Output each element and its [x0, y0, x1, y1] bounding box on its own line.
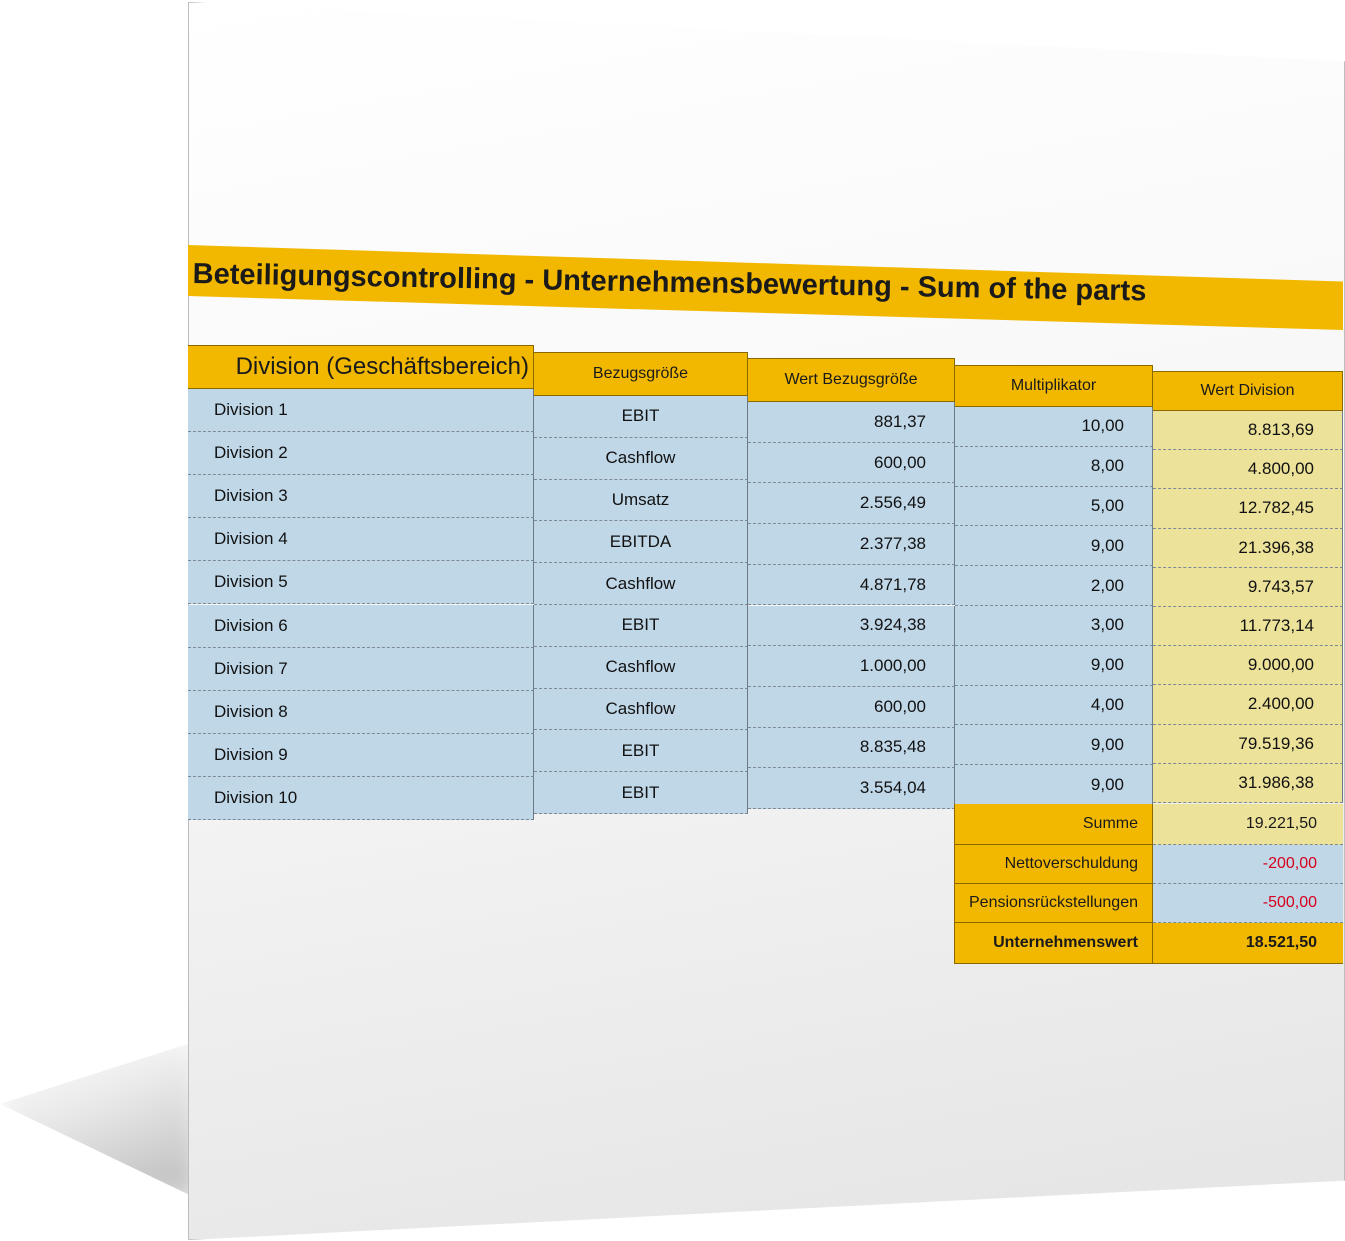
table-cell-multi: 3,00: [955, 606, 1153, 646]
table-cell-division: Division 8: [188, 691, 534, 734]
table-cell-division: Division 3: [188, 475, 534, 518]
summary-value: 19.221,50: [1153, 804, 1343, 845]
table-cell-wert_bezug: 2.556,49: [748, 483, 955, 524]
table-cell-multi: 10,00: [955, 407, 1153, 447]
table-cell-multi: 4,00: [955, 686, 1153, 726]
table-cell-multi: 9,00: [955, 725, 1153, 765]
table-cell-division: Division 2: [188, 432, 534, 475]
table-cell-division: Division 10: [188, 777, 534, 820]
column-header: Multiplikator: [955, 365, 1153, 407]
table-cell-division: Division 9: [188, 734, 534, 777]
document-title: Beteiligungscontrolling - Unternehmensbewertung - Sum of the parts: [192, 258, 1147, 308]
table-cell-multi: 8,00: [955, 447, 1153, 487]
column-header: Division (Geschäftsbereich): [188, 345, 534, 389]
summary-label: Summe: [954, 804, 1153, 845]
table-cell-division: Division 5: [188, 561, 534, 604]
table-cell-wert_div: 9.743,57: [1153, 568, 1343, 607]
column-header: Wert Bezugsgröße: [748, 358, 955, 402]
table-cell-wert_bezug: 600,00: [748, 687, 955, 728]
table-cell-wert_bezug: 881,37: [748, 402, 955, 443]
table-cell-wert_bezug: 3.554,04: [748, 768, 955, 809]
column-header: Bezugsgröße: [534, 352, 748, 396]
table-cell-multi: 5,00: [955, 487, 1153, 527]
table-cell-division: Division 6: [188, 605, 534, 648]
table-cell-wert_div: 4.800,00: [1153, 450, 1343, 489]
table-cell-wert_div: 11.773,14: [1153, 607, 1343, 646]
table-cell-division: Division 7: [188, 648, 534, 691]
page-shadow: [0, 1040, 200, 1200]
table-cell-bezug: Cashflow: [534, 438, 748, 480]
summary-label: Unternehmenswert: [954, 923, 1153, 964]
table-cell-wert_bezug: 4.871,78: [748, 565, 955, 606]
table-cell-wert_div: 8.813,69: [1153, 411, 1343, 450]
table-cell-multi: 9,00: [955, 526, 1153, 566]
table-cell-wert_bezug: 3.924,38: [748, 606, 955, 647]
table-cell-bezug: Cashflow: [534, 563, 748, 605]
table-cell-wert_bezug: 2.377,38: [748, 524, 955, 565]
table-cell-wert_div: 31.986,38: [1153, 764, 1343, 803]
table-cell-wert_bezug: 600,00: [748, 443, 955, 484]
table-cell-division: Division 1: [188, 389, 534, 432]
column-header: Wert Division: [1153, 371, 1343, 411]
table-cell-bezug: EBITDA: [534, 521, 748, 563]
table-cell-bezug: EBIT: [534, 605, 748, 647]
table-cell-division: Division 4: [188, 518, 534, 561]
table-cell-wert_div: 12.782,45: [1153, 489, 1343, 528]
table-cell-wert_div: 2.400,00: [1153, 685, 1343, 724]
table-cell-wert_bezug: 8.835,48: [748, 728, 955, 769]
table-cell-bezug: EBIT: [534, 396, 748, 438]
summary-value: 18.521,50: [1153, 923, 1343, 964]
table-cell-wert_bezug: 1.000,00: [748, 646, 955, 687]
summary-label: Pensionsrückstellungen: [954, 884, 1153, 923]
table-cell-multi: 2,00: [955, 566, 1153, 606]
summary-label: Nettoverschuldung: [954, 845, 1153, 884]
summary-value: -200,00: [1153, 845, 1343, 884]
table-cell-bezug: EBIT: [534, 772, 748, 814]
table-cell-wert_div: 79.519,36: [1153, 725, 1343, 764]
table-cell-wert_div: 9.000,00: [1153, 646, 1343, 685]
table-cell-bezug: Umsatz: [534, 480, 748, 522]
table-cell-bezug: EBIT: [534, 730, 748, 772]
table-cell-bezug: Cashflow: [534, 689, 748, 731]
summary-value: -500,00: [1153, 884, 1343, 923]
table-cell-multi: 9,00: [955, 646, 1153, 686]
table-cell-multi: 9,00: [955, 765, 1153, 805]
table-cell-bezug: Cashflow: [534, 647, 748, 689]
table-cell-wert_div: 21.396,38: [1153, 529, 1343, 568]
